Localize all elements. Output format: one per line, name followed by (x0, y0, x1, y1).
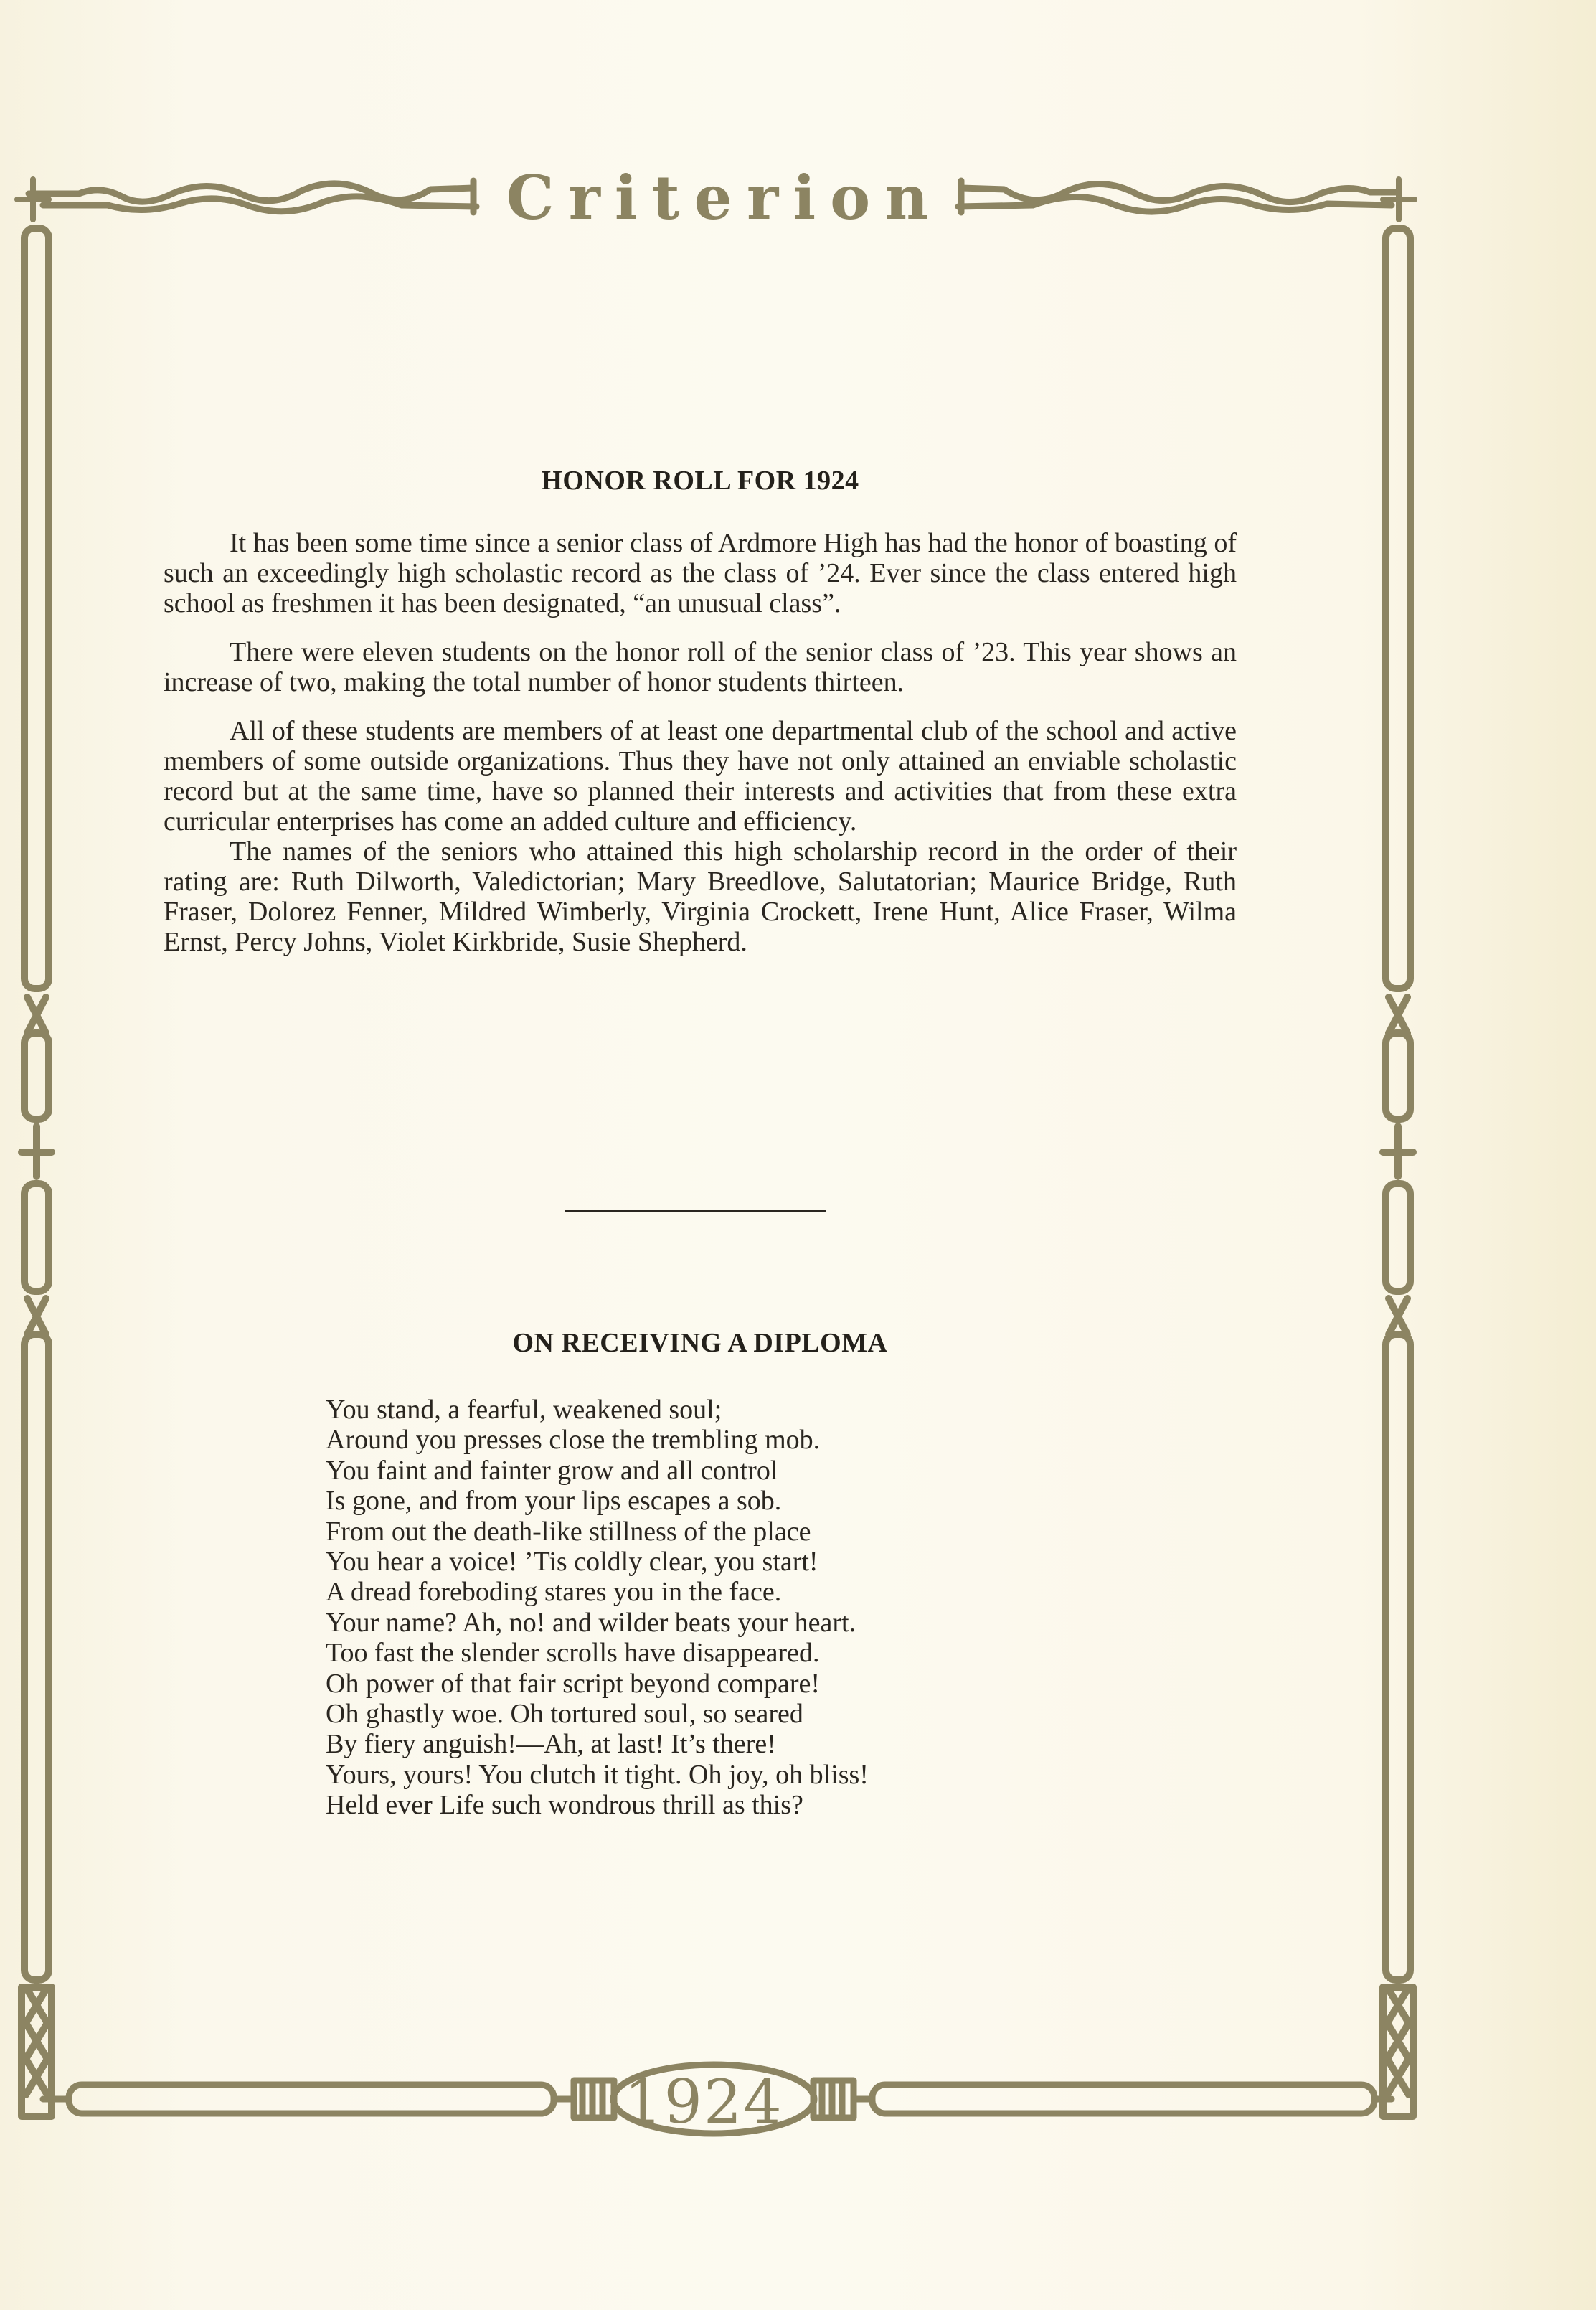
poem-line: You faint and fainter grow and all control (326, 1455, 778, 1486)
poem-line: Too fast the slender scrolls have disappeared. (326, 1638, 820, 1669)
honor-roll-title: HONOR ROLL FOR 1924 (541, 466, 859, 496)
poem-title: ON RECEIVING A DIPLOMA (512, 1328, 888, 1358)
poem-line: Oh ghastly woe. Oh tortured soul, so seared (326, 1699, 803, 1730)
top-right-cross-ornament (1383, 179, 1415, 220)
poem-line: Is gone, and from your lips escapes a sob. (326, 1486, 782, 1517)
poem-line: Held ever Life such wondrous thrill as this? (326, 1790, 803, 1821)
top-left-cross-ornament (17, 179, 49, 220)
top-left-scroll-ornament (29, 181, 476, 212)
right-border-column (1383, 228, 1413, 2116)
honor-roll-paragraph-3 (164, 716, 1237, 836)
honor-roll-paragraph-1 (164, 528, 1237, 618)
poem-line: Oh power of that fair script beyond compare! (326, 1668, 821, 1699)
poem-line: Around you presses close the trembling mob. (326, 1425, 821, 1456)
poem-line: You hear a voice! ’Tis coldly clear, you start! (326, 1547, 818, 1578)
poem-line: From out the death-like stillness of the place (326, 1516, 811, 1547)
honor-roll-paragraph-1-text: It has been some time since a senior class of Ardmore High has had the honor of boasting of such an exceedingly high scholastic record as the class of ’24. Ever since the class entered high school as freshmen it has been designated, “an unusual class”. (164, 528, 1237, 618)
honor-roll-paragraph-3-text: All of these students are members of at least one departmental club of the school and active members of some outside organizations. Thus they have not only attained an enviable scholastic record but at the same time, have so planned their interests and activities that from these extra curricular enterprises has come an added culture and efficiency. (164, 716, 1237, 836)
poem-section-header (164, 1327, 1237, 1359)
footer-year-cartouche: 1924 (624, 2067, 783, 2137)
section-divider (565, 1210, 826, 1212)
top-right-scroll-ornament (958, 181, 1399, 212)
poem-line: A dread foreboding stares you in the face. (326, 1577, 782, 1608)
poem-body (326, 1395, 1115, 1821)
honor-roll-paragraph-2 (164, 637, 1237, 697)
poem-line: Your name? Ah, no! and wilder beats your heart. (326, 1607, 856, 1638)
honor-roll-section (164, 452, 1237, 957)
poem-line: By fiery anguish!—Ah, at last! It’s there! (326, 1729, 776, 1760)
left-border-column (22, 228, 52, 2116)
honor-roll-paragraph-2-text: There were eleven students on the honor roll of the senior class of ’23. This year shows an increase of two, making the total number of honor students thirteen. (164, 637, 1237, 697)
masthead-title: Criterion (506, 162, 943, 233)
poem-line: Yours, yours! You clutch it tight. Oh joy, oh bliss! (326, 1759, 869, 1790)
honor-roll-paragraph-4 (164, 836, 1237, 957)
poem-line: You stand, a fearful, weakened soul; (326, 1395, 722, 1425)
honor-roll-paragraph-4-text: The names of the seniors who attained this high scholarship record in the order of their rating are: Ruth Dilworth, Valedictorian; Mary Breedlove, Salutatorian; Maurice Bridge, Ruth Fraser, Dolorez Fenner, Mildred Wimberly, Virginia Crockett, Irene Hunt, Alice Fraser, Wilma Ernst, Percy Johns, Violet Kirkbride, Susie Shepherd. (164, 836, 1237, 957)
